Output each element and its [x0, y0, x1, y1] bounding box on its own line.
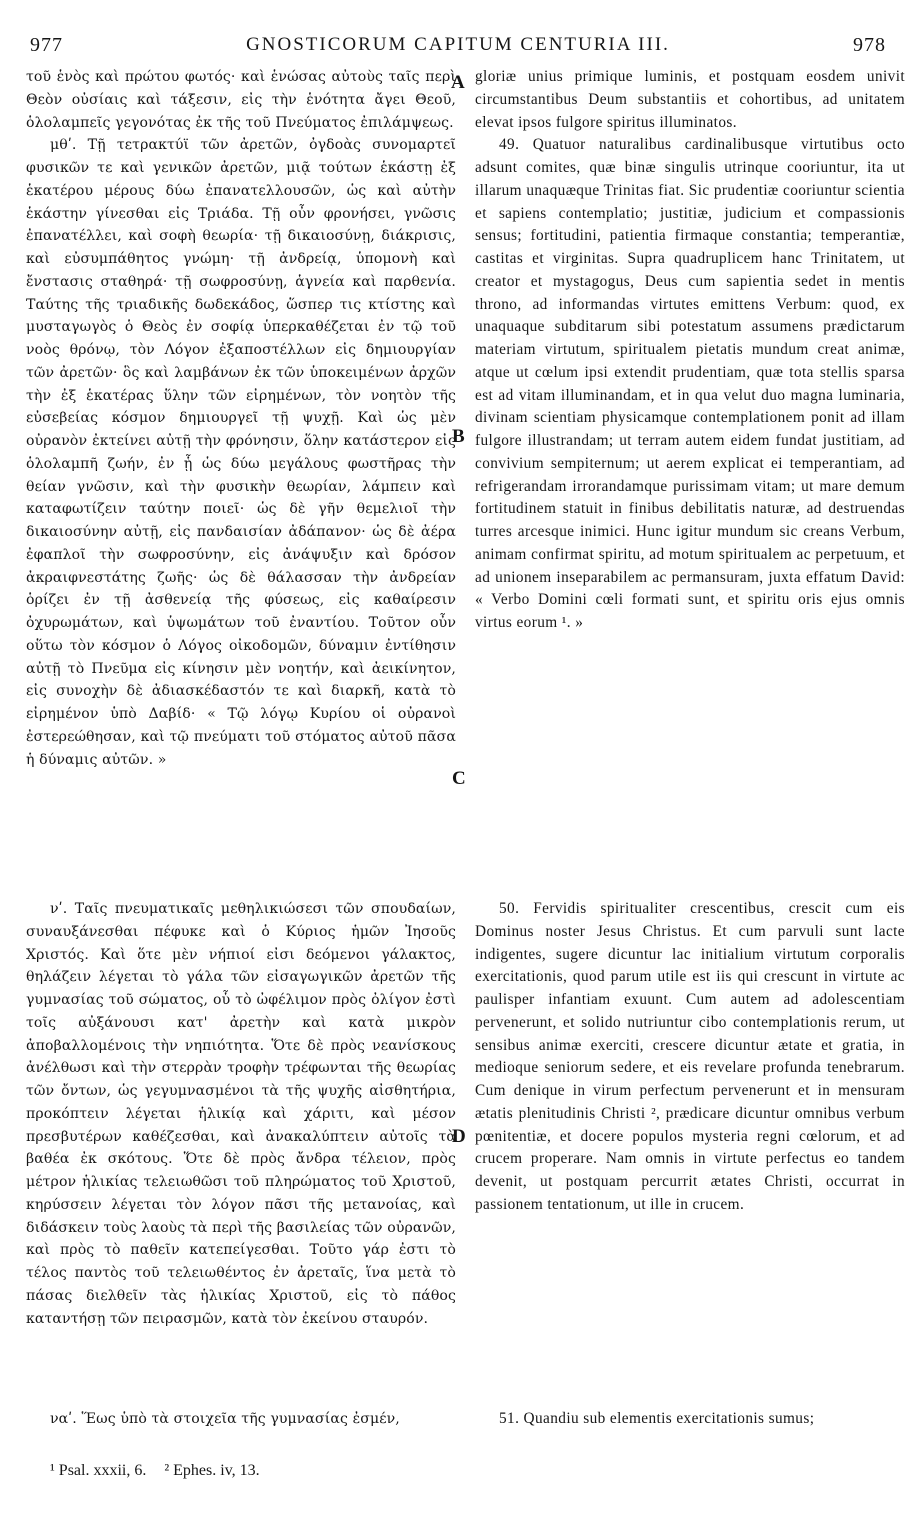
page-number-left: 977 [30, 34, 63, 56]
running-header [30, 34, 886, 60]
greek-paragraph-48-end: τοῦ ἑνὸς καὶ πρώτου φωτός· καὶ ἑνώσας αὐτοὺς ταῖς περὶ Θεὸν οὐσίαις καὶ τάξεσιν, εἰς τὴν ἑνότητα ἄγει Θεοῦ, ὁλολαμπεῖς γεγονότας ἐκ τῆς τοῦ Πνεύματος ἐπιλάμψεως. [26, 69, 456, 131]
greek-paragraph-51: ναʹ. Ἕως ὑπὸ τὰ στοιχεῖα τῆς γυμνασίας ἐσμέν, [50, 1411, 400, 1427]
margin-marker-c: C [452, 768, 466, 789]
footnote-1: ¹ Psal. xxxii, 6. [50, 1462, 147, 1479]
margin-marker-d: D [452, 1126, 466, 1147]
greek-paragraph-50: νʹ. Ταῖς πνευματικαῖς μεθηλικιώσεσι τῶν σπουδαίων, συναυξάνεσθαι πέφυκε καὶ ὁ Κύριος ἡμῶν Ἰησοῦς Χριστός. Καὶ ὅτε μὲν νήπιοί εἰσι δεόμενοι γάλακτος, θηλάζειν λέγεται τὸ γάλα τῶν εἰσαγωγικῶν ἀρετῶν τῆς γυμνασίας τοῦ σώματος, οὗ τὸ ὠφέλιμον πρὸς ὀλίγον ἐστὶ τοῖς αὐξάνουσι κατ' ἀρετὴν καὶ κατὰ μικρὸν ἀποβαλλομένοις τὴν νηπιότητα. Ὅτε δὲ πρὸς νεανίσκους ἀνέλθωσι καὶ τὴν στερρὰν τροφὴν τρέφωνται τῆς θεωρίας τῶν ὄντων, ὡς γεγυμνασμένοι τὰ τῆς ψυχῆς αἰσθητήρια, προκόπτειν λέγεται ἡλικίᾳ καὶ χάριτι, καὶ μέσον πρεσβυτέρων καθέζεσθαι, καὶ ἀνακαλύπτειν αὐτοῖς τὰ βαθέα ἐκ σκότους. Ὅτε δὲ πρὸς ἄνδρα τέλειον, πρὸς μέτρον ἡλικίας τελειωθῶσι τοῦ πληρώματος τοῦ Χριστοῦ, κηρύσσειν λέγεται τὸν λόγον πᾶσι τῆς μετανοίας, καὶ διδάσκειν τοὺς λαοὺς τὰ περὶ τῆς βασιλείας τῶν οὐρανῶν, καὶ πρὸς τὸ παθεῖν κατεπείγεσθαι. Τοῦτο γάρ ἐστι τὸ τέλος παντὸς τοῦ τελειωθέντος ἐν ἀρεταῖς, ἵνα μετὰ τὸ πάσας διελθεῖν τὰς ἡλικίας Χριστοῦ, εἰς τὸ πάθος καταντήσῃ τῶν πειρασμῶν, κατὰ τὸν ἐκείνου σταυρόν. [26, 901, 456, 1327]
running-title: GNOSTICORUM CAPITUM CENTURIA III. [246, 34, 670, 55]
footnote-2: ² Ephes. iv, 13. [164, 1462, 260, 1479]
latin-paragraph-50: 50. Fervidis spiritualiter crescentibus, crescit cum eis Dominus noster Jesus Christus. Et cum parvuli sunt lacte indigentes, sugere dicuntur lac initialium virtutum corporalis exercitationis, quod parum utile est iis qui crescunt in virtute ac paulisper infantiam exuunt. Cum autem ad adolescentiam pervenerunt, et solido nutriuntur cibo contemplationis rerum, ut sensibus animæ exerciti, crescere dicuntur ætate et gratia, in medioque seniorum sedere, et eis revelare profunda tenebrarum. Cum denique in virum perfectum pervenerunt et in mensuram ætatis plenitudinis Christi ², prædicare dicuntur omnibus verbum pœnitentiæ, et docere populos mysteria regni cœlorum, et ad crucem properare. Nam omnis in virtute perfectus eo tandem devenit, ut postquam percurrit ætates Christi, occurrat in passionem tentationum, ut ille in crucem. [475, 900, 905, 1213]
margin-marker-a: A [451, 72, 465, 93]
page-number-right: 978 [853, 34, 886, 56]
latin-paragraph-51: 51. Quandiu sub elementis exercitationis sumus; [499, 1410, 815, 1427]
latin-paragraph-49: 49. Quatuor naturalibus cardinalibusque virtutibus octo adsunt comites, quæ binæ singulis utrinque cooriuntur, ita ut illarum unaquæque Trinitas fiat. Sic prudentiæ cooriuntur scientia et sapiens contemplatio; justitiæ, judicium et compassionis sensus; fortitudini, patientia firmaque constantia; temperantiæ, castitas et virginitas. Supra quadruplicem hanc Trinitatem, ut creator et mystagogus, Deus cum sapientia sedet in mentis throno, ad informandas virtutes emittens Verbum: quod, ex unaquaque subditarum sibi potestatum assumens prædictarum materiam virtutum, spiritualem pietatis mundum creat animæ, atque ut cœlum ipsi extendit prudentiam, quæ tota stellis sparsa est ad vitam illuminandam, et in qua velut duo magna luminaria, divinam scientiam physicamque contemplationem ponit ad illam fulgore illustrandam; ut terram autem eidem fundat justitiam, ad convivium sempiternum; ut aerem explicat ei temperantiam, ad refrigerandam irrorandamque purissimam vitam; ut mare demum fortitudinem statuit in finibus debilitatis naturæ, ad destruendas turres arcesque inimici. Hunc igitur mundum sic creans Verbum, animam confirmat spiritu, ad motum spiritualem ac perpetuum, et ad unionem inseparabilem ac permansuram, juxta effatum David: « Verbo Domini cœli formati sunt, et spiritu oris ejus omnis virtus eorum ¹. » [475, 136, 905, 631]
greek-paragraph-49: μθʹ. Τῇ τετρακτύϊ τῶν ἀρετῶν, ὀγδοὰς συνομαρτεῖ φυσικῶν τε καὶ γενικῶν ἀρετῶν, μιᾷ τούτων ἑκάστῃ ἐξ ἑκατέρου μέρους δύω ἐπανατελλουσῶν, ὡς καὶ αὐτὴν ἑκάστην γίνεσθαι εἰς Τριάδα. Τῇ οὖν φρονήσει, γνῶσις ἐπανατέλλει, καὶ σοφὴ θεωρία· τῇ δικαιοσύνῃ, διάκρισις, καὶ εὐσυμπάθητος γνώμη· τῇ ἀνδρείᾳ, ὑπομονὴ καὶ ἔνστασις σταθηρά· τῇ σωφροσύνῃ, ἁγνεία καὶ παρθενία. Ταύτης τῆς τριαδικῆς δωδεκάδος, ὥσπερ τις κτίστης καὶ μυσταγωγὸς ὁ Θεὸς ἐν σοφίᾳ ὑπερκαθέζεται ἐν τῷ τοῦ νοὸς θρόνῳ, τὸν Λόγον ἐξαποστέλλων εἰς δημιουργίαν τῶν ἀρετῶν· ὃς καὶ λαμβάνων ἐκ τῶν ὑποκειμένων ἀρχῶν τὴν ἐξ ἑκατέρας ὕλην τῶν εἰρημένων, τὸν νοητὸν τῆς εὐσεβείας κόσμον δημιουργεῖ τῇ ψυχῇ. Καὶ ὡς μὲν οὐρανὸν ἐκτείνει αὐτῇ τὴν φρόνησιν, ὅλην κατάστερον εἰς ὁλολαμπῆ ζωήν, ἐν ᾗ ὡς δύω μεγάλους φωστῆρας τὴν θείαν γνῶσιν, καὶ τὴν φυσικὴν θεωρίαν, λάμπειν καὶ καταφωτίζειν ταύτην ποιεῖ· ὡς δὲ γῆν θεμελιοῖ τὴν δικαιοσύνην αὐτῇ, εἰς πανδαισίαν ἀδάπανον· ὡς δὲ ἀέρα ἐφαπλοῖ τὴν σωφροσύνην, εἰς ἀνάψυξιν καὶ δρόσον ἀκραιφνεστάτης ζωῆς· ὡς δὲ θάλασσαν τὴν ἀνδρείαν ὁρίζει ἐν τῇ ἀσθενείᾳ τῆς φύσεως, εἰς καθαίρεσιν ὀχυρωμάτων, καὶ ὑψωμάτων τοῦ ἐναντίου. Τοῦτον οὖν οὕτω τὸν κόσμον ὁ Λόγος οἰκοδομῶν, δύναμιν ἐντίθησιν αὐτῇ τὸ Πνεῦμα εἰς κίνησιν μὲν νοητήν, καὶ ἀεικίνητον, εἰς συνοχὴν δὲ ἀδιασκέδαστόν τε καὶ διαρκῆ, κατὰ τὸ εἰρημένον ὑπὸ Δαβίδ· « Τῷ λόγῳ Κυρίου οἱ οὐρανοὶ ἐστερεώθησαν, καὶ τῷ πνεύματι τοῦ στόματος αὐτοῦ πᾶσα ἡ δύναμις αὐτῶν. » [26, 137, 456, 768]
greek-column [26, 66, 456, 1427]
latin-paragraph-48-end: gloriæ unius primique luminis, et postquam eosdem univit circumstantibus Deum substantiis et cohortibus, ad unitatem elevat ipsos fulgore spiritus illuminatos. [475, 68, 905, 131]
latin-column [475, 66, 905, 1427]
margin-marker-b: B [452, 426, 465, 447]
footnotes [50, 1462, 550, 1480]
